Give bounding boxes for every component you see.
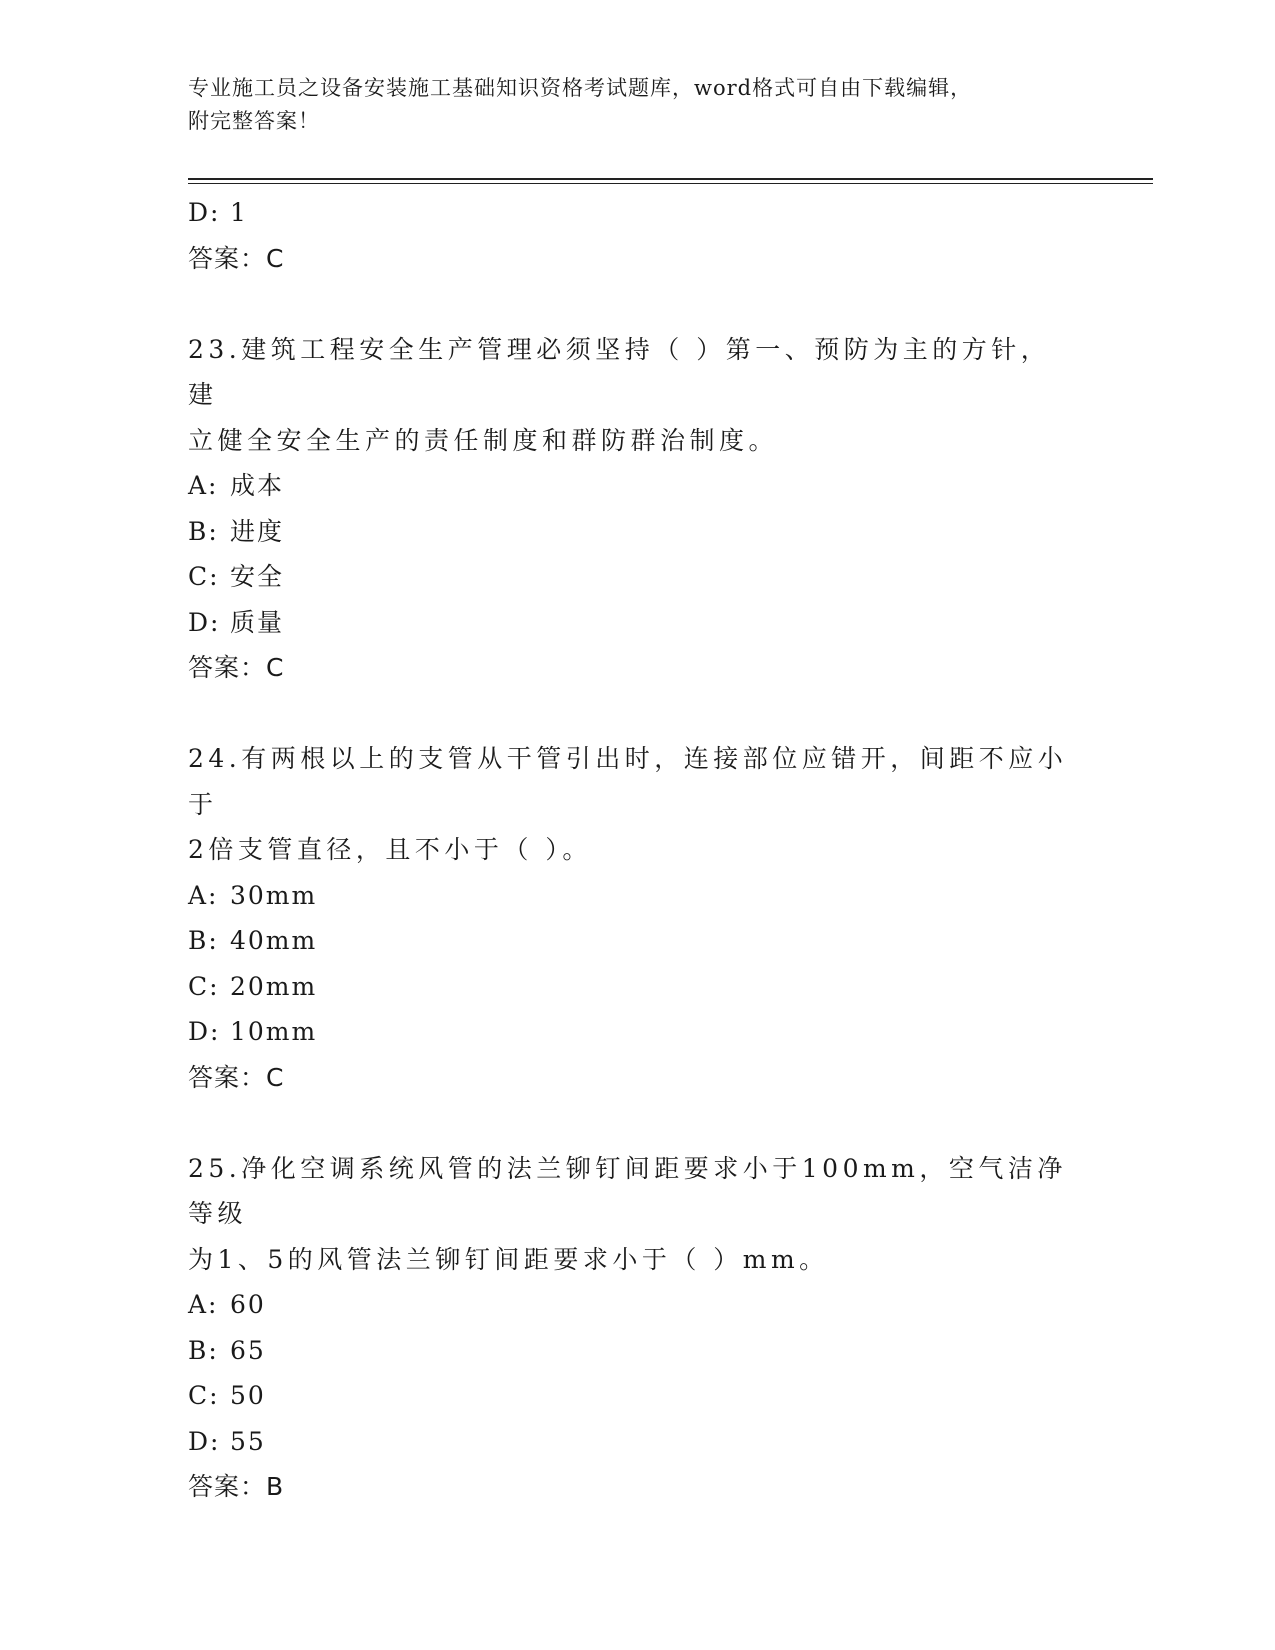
question-24	[188, 736, 1088, 1100]
option-text: 30mm	[230, 880, 318, 910]
option-text: 安全	[230, 562, 285, 591]
option-text: 成本	[230, 471, 285, 500]
header-line-1: 专业施工员之设备安装施工基础知识资格考试题库，word格式可自由下载编辑，	[188, 76, 973, 100]
question-line-1: 25.净化空调系统风管的法兰铆钉间距要求小于100mm，空气洁净等级	[188, 1153, 1067, 1228]
option-label: D:	[188, 607, 221, 637]
spacer	[188, 1100, 1088, 1146]
header-line-2: 附完整答案！	[188, 109, 320, 133]
option-text: 20mm	[230, 971, 318, 1001]
question-text	[188, 1146, 1068, 1283]
question-line-2: 为1、5的风管法兰铆钉间距要求小于（ ）mm。	[188, 1244, 829, 1274]
option-label: B:	[188, 1335, 219, 1365]
answer: 答案：C	[188, 653, 285, 682]
document-header	[188, 72, 1068, 138]
option-label: B:	[188, 926, 219, 955]
question-text	[188, 327, 1068, 464]
option-label: A:	[188, 1290, 219, 1319]
question-text	[188, 736, 1068, 873]
option-d	[188, 600, 1088, 646]
option-b	[188, 1328, 1088, 1374]
option-text: 55	[230, 1426, 266, 1456]
option-label: C:	[188, 1381, 220, 1410]
option-text: 进度	[230, 516, 285, 546]
option-label: C:	[188, 971, 220, 1001]
option-c	[188, 1373, 1088, 1419]
header-divider-thick	[188, 178, 1153, 180]
question-23	[188, 327, 1088, 691]
option-label: A:	[188, 880, 219, 910]
option-label: D:	[188, 1017, 221, 1046]
option-text: 60	[230, 1290, 266, 1319]
question-25	[188, 1146, 1088, 1510]
option-label: D:	[188, 198, 221, 227]
answer: 答案：B	[188, 1472, 285, 1501]
question-line-1: 23.建筑工程安全生产管理必须坚持（ ）第一、预防为主的方针，建	[188, 334, 1051, 409]
option-text: 质量	[230, 607, 285, 637]
prev-answer: 答案：C	[188, 243, 285, 273]
option-text: 65	[230, 1335, 266, 1365]
question-line-2: 2倍支管直径，且不小于（ ）。	[188, 835, 592, 864]
option-d	[188, 1419, 1088, 1465]
option-a	[188, 873, 1088, 919]
question-line-2: 立健全安全生产的责任制度和群防群治制度。	[188, 425, 779, 455]
option-a	[188, 463, 1088, 509]
header-divider-thin	[188, 183, 1153, 184]
option-text: 1	[230, 198, 248, 227]
answer: 答案：C	[188, 1062, 285, 1092]
option-label: A:	[188, 471, 219, 500]
option-label: C:	[188, 562, 220, 591]
option-text: 40mm	[230, 926, 318, 955]
option-label: D:	[188, 1426, 221, 1456]
option-c	[188, 554, 1088, 600]
option-c	[188, 964, 1088, 1010]
option-text: 10mm	[230, 1017, 318, 1046]
prev-option-d	[188, 190, 1088, 236]
option-b	[188, 918, 1088, 964]
spacer	[188, 691, 1088, 737]
option-label: B:	[188, 516, 219, 546]
spacer	[188, 281, 1088, 327]
question-content	[188, 190, 1088, 1510]
option-a	[188, 1282, 1088, 1328]
option-text: 50	[230, 1381, 266, 1410]
option-d	[188, 1009, 1088, 1055]
option-b	[188, 509, 1088, 555]
question-line-1: 24.有两根以上的支管从干管引出时，连接部位应错开，间距不应小于	[188, 744, 1068, 819]
